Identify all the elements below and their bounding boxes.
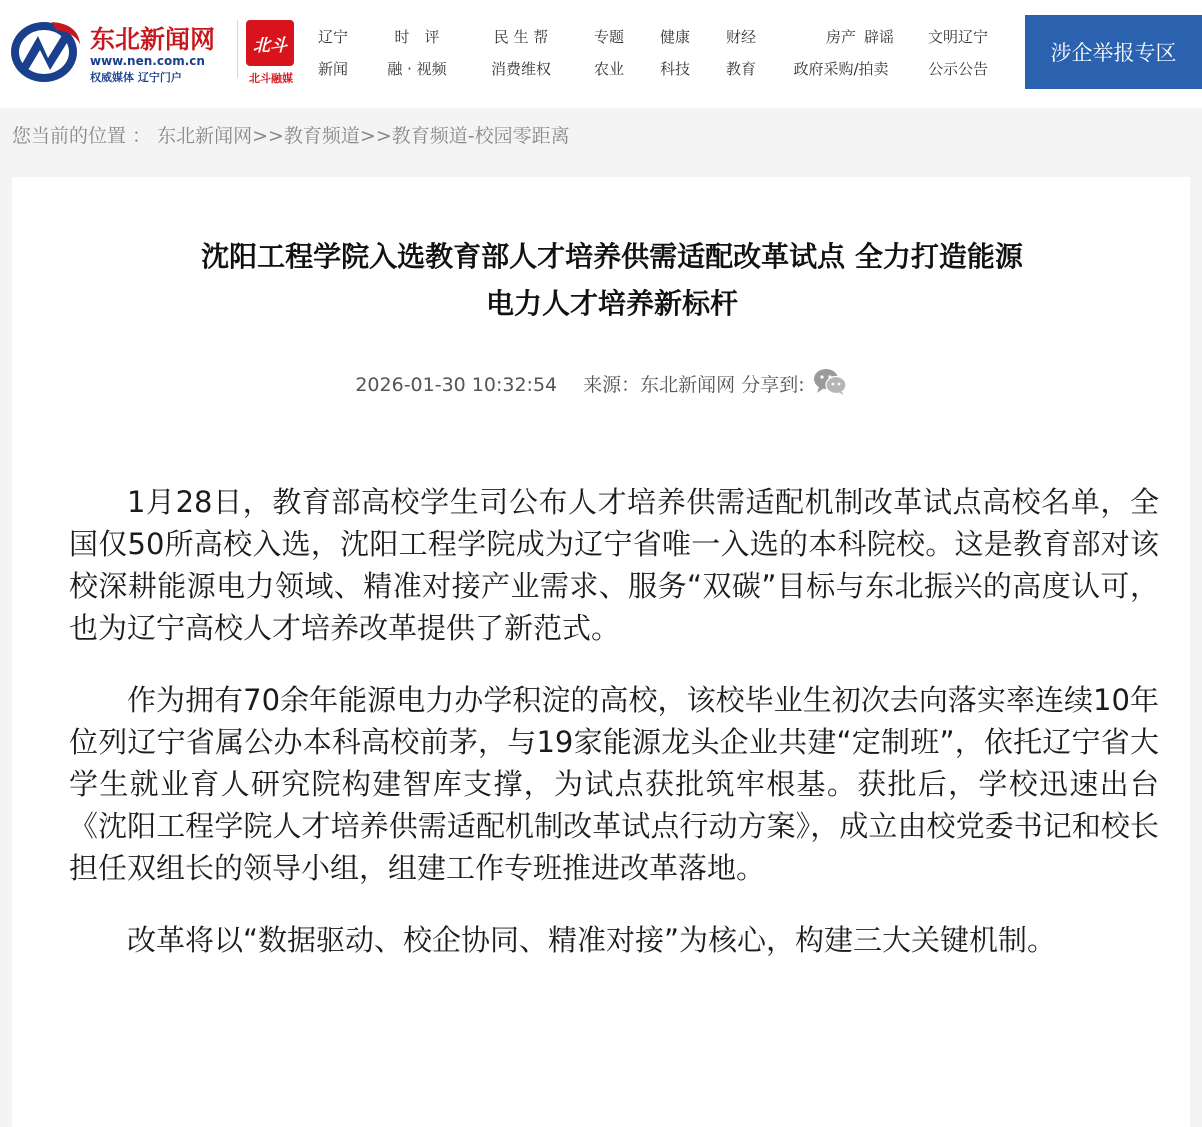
nav-col-rumor xyxy=(844,24,914,56)
nav-col-liaoning xyxy=(300,24,366,88)
breadcrumb-path[interactable]: 东北新闻网>>教育频道>>教育频道-校园零距离 xyxy=(157,125,570,147)
article-meta xyxy=(12,368,1190,397)
article-datetime: 2026-01-30 10:32:54 xyxy=(355,374,558,396)
nav-link-consumer-rights[interactable]: 消费维权 xyxy=(490,60,551,78)
nav-link-agriculture[interactable]: 农业 xyxy=(593,60,624,78)
nav-link-special[interactable]: 专题 xyxy=(593,28,624,46)
nav-link-announcements[interactable]: 公示公告 xyxy=(927,60,988,78)
nav-link-commentary[interactable]: 时 评 xyxy=(394,28,440,46)
breadcrumb-prefix: 您当前的位置 ： xyxy=(12,125,152,147)
nav-col-special xyxy=(582,24,636,88)
breadcrumb xyxy=(12,121,570,149)
nav-link-realestate[interactable]: 房产 xyxy=(825,28,856,46)
beidou-logo-icon[interactable]: 北斗 xyxy=(246,20,294,66)
nav-link-education[interactable]: 教育 xyxy=(725,60,756,78)
logo-tagline: 权威媒体 辽宁门户 xyxy=(90,71,182,84)
nav-link-livelihood[interactable]: 民 生 帮 xyxy=(493,28,549,46)
article-title xyxy=(112,233,1112,327)
nav-col-livelihood xyxy=(478,24,564,88)
article-source: 来源：东北新闻网 xyxy=(583,374,736,396)
nav-link-finance[interactable]: 财经 xyxy=(725,28,756,46)
enterprise-report-button[interactable]: 涉企举报专区 xyxy=(1025,15,1202,89)
nav-link-procurement[interactable]: 政府采购/拍卖 xyxy=(793,60,889,78)
share-label: 分享到: xyxy=(741,374,805,396)
nav-col-health xyxy=(648,24,702,88)
nav-col-finance xyxy=(714,24,768,88)
logo-divider xyxy=(237,20,238,78)
nav-link-news[interactable]: 新闻 xyxy=(317,60,348,78)
article-paragraph: 作为拥有70余年能源电力办学积淀的高校，该校毕业生初次去向落实率连续10年位列辽宁省属公办本科高校前茅，与19家能源龙头企业共建“定制班”，依托辽宁省大学生就业育人研究院构建智库支撑，为试点获批筑牢根基。获批后，学校迅速出台《沈阳工程学院人才培养供需适配机制改革试点行动方案》，成立由校党委书记和校长担任双组长的领导小组，组建工作专班推进改革落地。 xyxy=(69,683,1159,885)
nav-link-health[interactable]: 健康 xyxy=(659,28,690,46)
nav-link-rumor[interactable]: 辟谣 xyxy=(863,28,894,46)
nav-link-video[interactable]: 融 · 视频 xyxy=(387,60,447,78)
nav-link-civilization[interactable]: 文明辽宁 xyxy=(927,28,988,46)
article-body xyxy=(69,481,1159,991)
site-logo[interactable] xyxy=(8,14,298,86)
beidou-label: 北斗融媒 xyxy=(249,72,293,85)
logo-title: 东北新闻网 xyxy=(90,25,216,54)
main-nav xyxy=(300,24,1020,88)
wechat-icon[interactable] xyxy=(813,368,847,396)
site-header xyxy=(0,0,1202,108)
article-paragraph: 1月28日，教育部高校学生司公布人才培养供需适配机制改革试点高校名单，全国仅50所高校入选，沈阳工程学院成为辽宁省唯一入选的本科院校。这是教育部对该校深耕能源电力领域、精准对接产业需求、服务“双碳”目标与东北振兴的高度认可，也为辽宁高校人才培养改革提供了新范式。 xyxy=(69,485,1159,645)
article-card xyxy=(12,177,1190,1127)
nav-col-civilization xyxy=(912,24,1004,88)
logo-url: www.nen.com.cn xyxy=(90,54,205,68)
nav-link-tech[interactable]: 科技 xyxy=(659,60,690,78)
nav-col-commentary xyxy=(372,24,462,88)
article-title-line1: 沈阳工程学院入选教育部人才培养供需适配改革试点 全力打造能源 xyxy=(201,240,1023,273)
nen-logo-icon xyxy=(8,14,84,86)
article-title-line2: 电力人才培养新标杆 xyxy=(485,287,738,320)
nav-link-liaoning[interactable]: 辽宁 xyxy=(317,28,348,46)
article-paragraph: 改革将以“数据驱动、校企协同、精准对接”为核心，构建三大关键机制。 xyxy=(127,923,1057,957)
